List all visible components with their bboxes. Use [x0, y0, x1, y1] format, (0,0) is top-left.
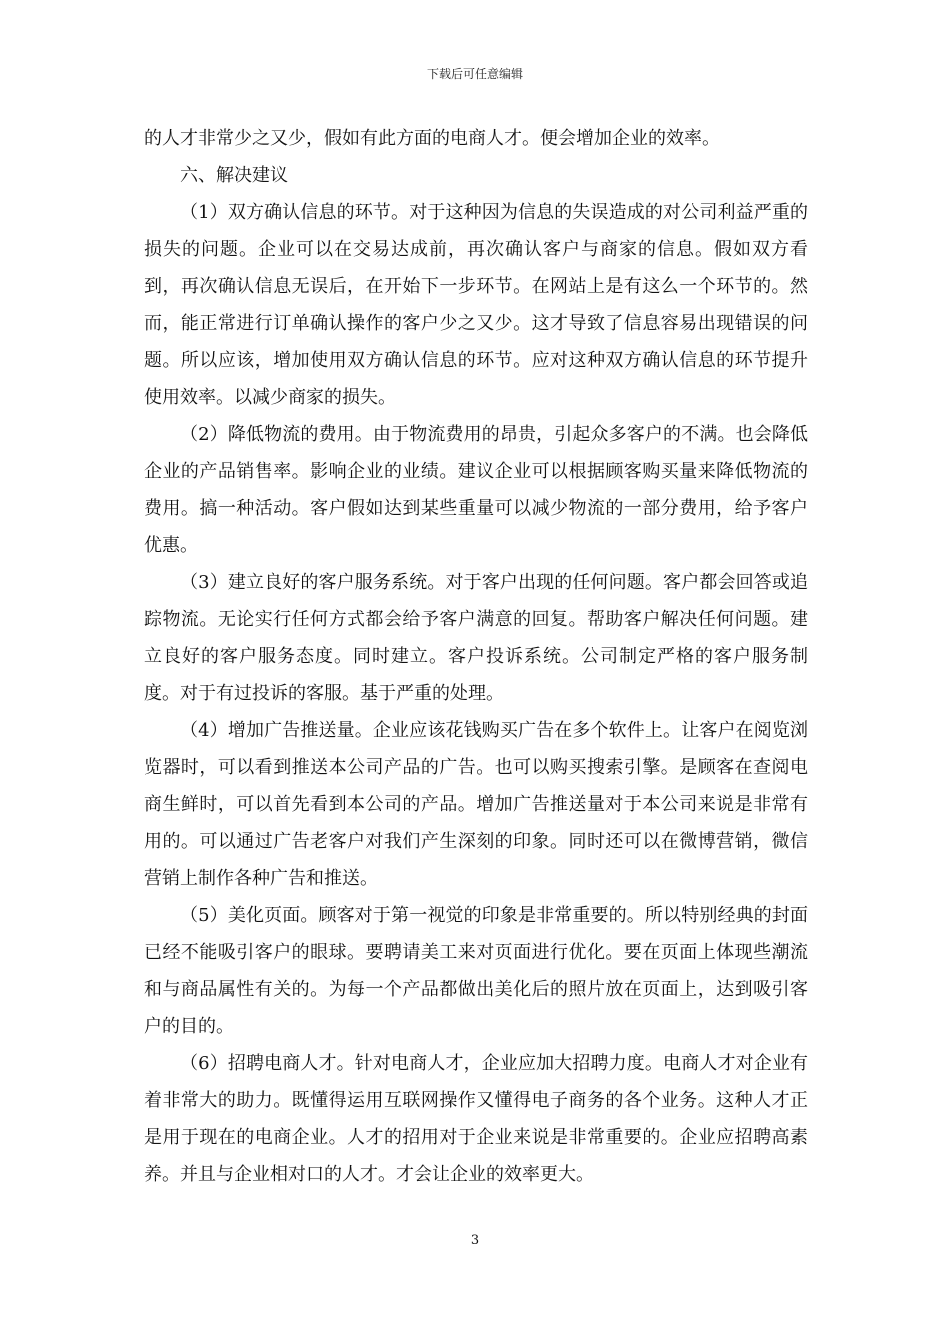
page-header: 下载后可任意编辑 [426, 67, 523, 81]
paragraph-suggestion-6: （6）招聘电商人才。针对电商人才，企业应加大招聘力度。电商人才对企业有着非常大的助力。既懂得运用互联网操作又懂得电子商务的各个业务。这种人才正是用于现在的电商企业。人才的招用对于企业来说是非常重要的。企业应招聘高素养。并且与企业相对口的人才。才会让企业的效率更大。 [144, 1053, 808, 1185]
paragraph-suggestion-2: （2）降低物流的费用。由于物流费用的昂贵，引起众多客户的不满。也会降低企业的产品销售率。影响企业的业绩。建议企业可以根据顾客购买量来降低物流的费用。搞一种活动。客户假如达到某些重量可以减少物流的一部分费用，给予客户优惠。 [144, 424, 808, 556]
document-body [144, 120, 808, 1193]
paragraph-suggestion-1: （1）双方确认信息的环节。对于这种因为信息的失误造成的对公司利益严重的损失的问题。企业可以在交易达成前，再次确认客户与商家的信息。假如双方看到，再次确认信息无误后，在开始下一步环节。在网站上是有这么一个环节的。然而，能正常进行订单确认操作的客户少之又少。这才导致了信息容易出现错误的问题。所以应该，增加使用双方确认信息的环节。应对这种双方确认信息的环节提升使用效率。以减少商家的损失。 [144, 202, 808, 408]
paragraph-suggestion-4: （4）增加广告推送量。企业应该花钱购买广告在多个软件上。让客户在阅览浏览器时，可以看到推送本公司产品的广告。也可以购买搜索引擎。是顾客在查阅电商生鲜时，可以首先看到本公司的产品。增加广告推送量对于本公司来说是非常有用的。可以通过广告老客户对我们产生深刻的印象。同时还可以在微博营销，微信营销上制作各种广告和推送。 [144, 720, 808, 889]
page-number: 3 [470, 1233, 480, 1248]
paragraph-suggestion-5: （5）美化页面。顾客对于第一视觉的印象是非常重要的。所以特别经典的封面已经不能吸引客户的眼球。要聘请美工来对页面进行优化。要在页面上体现些潮流和与商品属性有关的。为每一个产品都做出美化后的照片放在页面上，达到吸引客户的目的。 [144, 905, 808, 1037]
paragraph-suggestion-3: （3）建立良好的客户服务系统。对于客户出现的任何问题。客户都会回答或追踪物流。无论实行任何方式都会给予客户满意的回复。帮助客户解决任何问题。建立良好的客户服务态度。同时建立。客户投诉系统。公司制定严格的客户服务制度。对于有过投诉的客服。基于严重的处理。 [144, 572, 808, 704]
paragraph-continuation: 的人才非常少之又少，假如有此方面的电商人才。便会增加企业的效率。 [144, 128, 720, 149]
section-heading: 六、解决建议 [180, 165, 288, 186]
